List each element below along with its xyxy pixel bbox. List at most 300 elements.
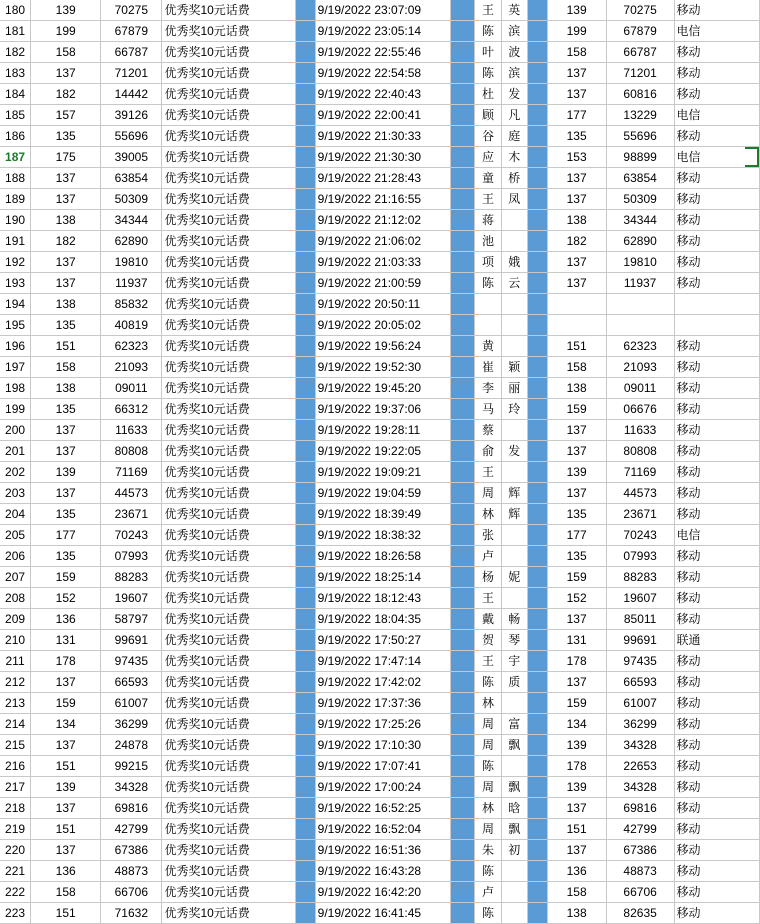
cell-givenname[interactable]: 辉: [501, 504, 527, 525]
cell-timestamp[interactable]: 9/19/2022 21:28:43: [315, 168, 451, 189]
cell-suffix2[interactable]: 42799: [606, 819, 674, 840]
cell-suffix[interactable]: 70275: [101, 0, 162, 21]
cell-timestamp[interactable]: 9/19/2022 17:10:30: [315, 735, 451, 756]
cell-suffix2[interactable]: 67879: [606, 21, 674, 42]
row-header[interactable]: 223: [0, 903, 31, 924]
row-header[interactable]: 195: [0, 315, 31, 336]
table-row[interactable]: [0, 777, 760, 798]
cell-suffix[interactable]: 99691: [101, 630, 162, 651]
cell-carrier[interactable]: 电信: [674, 21, 759, 42]
cell-suffix[interactable]: 11633: [101, 420, 162, 441]
cell-prefix2[interactable]: 135: [547, 546, 606, 567]
cell-prefix2[interactable]: 137: [547, 798, 606, 819]
row-header[interactable]: 197: [0, 357, 31, 378]
cell-prize[interactable]: 优秀奖10元话费: [162, 420, 296, 441]
cell-prize[interactable]: 优秀奖10元话费: [162, 441, 296, 462]
cell-prefix[interactable]: 158: [31, 42, 101, 63]
cell-surname[interactable]: 陈: [475, 756, 501, 777]
cell-givenname[interactable]: [501, 462, 527, 483]
row-header[interactable]: 208: [0, 588, 31, 609]
cell-surname[interactable]: 戴: [475, 609, 501, 630]
cell-surname[interactable]: 周: [475, 735, 501, 756]
table-row[interactable]: [0, 105, 760, 126]
cell-prefix[interactable]: 135: [31, 546, 101, 567]
cell-givenname[interactable]: 滨: [501, 21, 527, 42]
cell-suffix2[interactable]: [606, 294, 674, 315]
cell-prefix[interactable]: 159: [31, 693, 101, 714]
cell-prefix[interactable]: 182: [31, 84, 101, 105]
cell-timestamp[interactable]: 9/19/2022 18:39:49: [315, 504, 451, 525]
cell-carrier[interactable]: 移动: [674, 693, 759, 714]
table-row[interactable]: [0, 315, 760, 336]
cell-suffix2[interactable]: 36299: [606, 714, 674, 735]
cell-timestamp[interactable]: 9/19/2022 22:54:58: [315, 63, 451, 84]
table-row[interactable]: [0, 63, 760, 84]
cell-givenname[interactable]: [501, 756, 527, 777]
cell-carrier[interactable]: 移动: [674, 126, 759, 147]
table-row[interactable]: [0, 210, 760, 231]
cell-prefix[interactable]: 137: [31, 798, 101, 819]
cell-givenname[interactable]: 畅: [501, 609, 527, 630]
cell-surname[interactable]: 黄: [475, 336, 501, 357]
cell-prefix[interactable]: 159: [31, 567, 101, 588]
cell-prefix2[interactable]: 137: [547, 840, 606, 861]
cell-prefix2[interactable]: 151: [547, 819, 606, 840]
cell-carrier[interactable]: 移动: [674, 588, 759, 609]
cell-carrier[interactable]: 移动: [674, 819, 759, 840]
cell-suffix[interactable]: 88283: [101, 567, 162, 588]
cell-carrier[interactable]: 移动: [674, 42, 759, 63]
cell-carrier[interactable]: 移动: [674, 672, 759, 693]
cell-surname[interactable]: 陈: [475, 21, 501, 42]
cell-prefix2[interactable]: 158: [547, 42, 606, 63]
cell-prefix2[interactable]: 178: [547, 651, 606, 672]
cell-prefix[interactable]: 139: [31, 777, 101, 798]
cell-prefix2[interactable]: 159: [547, 693, 606, 714]
cell-prefix[interactable]: 137: [31, 168, 101, 189]
cell-timestamp[interactable]: 9/19/2022 18:04:35: [315, 609, 451, 630]
cell-suffix2[interactable]: 11937: [606, 273, 674, 294]
table-row[interactable]: [0, 588, 760, 609]
cell-surname[interactable]: 项: [475, 252, 501, 273]
cell-prize[interactable]: 优秀奖10元话费: [162, 357, 296, 378]
cell-prize[interactable]: 优秀奖10元话费: [162, 630, 296, 651]
row-header[interactable]: 201: [0, 441, 31, 462]
row-header[interactable]: 207: [0, 567, 31, 588]
cell-givenname[interactable]: 桥: [501, 168, 527, 189]
cell-prize[interactable]: 优秀奖10元话费: [162, 231, 296, 252]
cell-suffix[interactable]: 71169: [101, 462, 162, 483]
cell-suffix[interactable]: 67879: [101, 21, 162, 42]
cell-givenname[interactable]: 凤: [501, 189, 527, 210]
cell-prefix2[interactable]: 137: [547, 273, 606, 294]
cell-carrier[interactable]: 移动: [674, 840, 759, 861]
table-row[interactable]: [0, 441, 760, 462]
cell-prize[interactable]: 优秀奖10元话费: [162, 840, 296, 861]
cell-prize[interactable]: 优秀奖10元话费: [162, 525, 296, 546]
cell-prefix2[interactable]: 137: [547, 252, 606, 273]
cell-suffix[interactable]: 07993: [101, 546, 162, 567]
cell-givenname[interactable]: 木: [501, 147, 527, 168]
cell-prefix2[interactable]: 136: [547, 861, 606, 882]
cell-timestamp[interactable]: 9/19/2022 23:05:14: [315, 21, 451, 42]
cell-carrier[interactable]: 移动: [674, 714, 759, 735]
cell-carrier[interactable]: 移动: [674, 567, 759, 588]
row-header[interactable]: 213: [0, 693, 31, 714]
cell-timestamp[interactable]: 9/19/2022 19:37:06: [315, 399, 451, 420]
cell-suffix[interactable]: 69816: [101, 798, 162, 819]
cell-prize[interactable]: 优秀奖10元话费: [162, 252, 296, 273]
cell-prefix[interactable]: 138: [31, 294, 101, 315]
cell-prize[interactable]: 优秀奖10元话费: [162, 63, 296, 84]
cell-carrier[interactable]: 联通: [674, 630, 759, 651]
cell-carrier[interactable]: 移动: [674, 84, 759, 105]
cell-prize[interactable]: 优秀奖10元话费: [162, 336, 296, 357]
cell-prefix2[interactable]: 159: [547, 567, 606, 588]
cell-prefix[interactable]: 178: [31, 651, 101, 672]
cell-suffix2[interactable]: 97435: [606, 651, 674, 672]
cell-prefix2[interactable]: 137: [547, 168, 606, 189]
cell-givenname[interactable]: 飘: [501, 777, 527, 798]
cell-prize[interactable]: 优秀奖10元话费: [162, 189, 296, 210]
cell-prefix[interactable]: 139: [31, 462, 101, 483]
cell-givenname[interactable]: 发: [501, 441, 527, 462]
row-header[interactable]: 214: [0, 714, 31, 735]
table-row[interactable]: [0, 735, 760, 756]
cell-prize[interactable]: 优秀奖10元话费: [162, 210, 296, 231]
cell-carrier[interactable]: 移动: [674, 609, 759, 630]
cell-prefix2[interactable]: 137: [547, 189, 606, 210]
cell-timestamp[interactable]: 9/19/2022 21:12:02: [315, 210, 451, 231]
cell-carrier[interactable]: 电信: [674, 525, 759, 546]
row-header[interactable]: 205: [0, 525, 31, 546]
cell-suffix[interactable]: 71632: [101, 903, 162, 924]
cell-suffix[interactable]: 58797: [101, 609, 162, 630]
table-row[interactable]: [0, 294, 760, 315]
cell-carrier[interactable]: 移动: [674, 189, 759, 210]
table-row[interactable]: [0, 609, 760, 630]
cell-givenname[interactable]: [501, 210, 527, 231]
cell-carrier[interactable]: 移动: [674, 798, 759, 819]
cell-prefix2[interactable]: 139: [547, 777, 606, 798]
table-row[interactable]: [0, 462, 760, 483]
table-row[interactable]: [0, 399, 760, 420]
row-header[interactable]: 186: [0, 126, 31, 147]
row-header[interactable]: 216: [0, 756, 31, 777]
cell-givenname[interactable]: 滨: [501, 63, 527, 84]
cell-surname[interactable]: [475, 294, 501, 315]
cell-suffix2[interactable]: 19607: [606, 588, 674, 609]
cell-prefix[interactable]: 135: [31, 126, 101, 147]
cell-suffix[interactable]: 97435: [101, 651, 162, 672]
cell-suffix[interactable]: 34344: [101, 210, 162, 231]
table-row[interactable]: [0, 189, 760, 210]
cell-prize[interactable]: 优秀奖10元话费: [162, 273, 296, 294]
cell-timestamp[interactable]: 9/19/2022 21:03:33: [315, 252, 451, 273]
cell-timestamp[interactable]: 9/19/2022 18:25:14: [315, 567, 451, 588]
cell-prize[interactable]: 优秀奖10元话费: [162, 105, 296, 126]
cell-suffix2[interactable]: [606, 315, 674, 336]
table-row[interactable]: [0, 630, 760, 651]
cell-suffix[interactable]: 50309: [101, 189, 162, 210]
cell-prize[interactable]: 优秀奖10元话费: [162, 0, 296, 21]
cell-carrier[interactable]: 移动: [674, 441, 759, 462]
cell-suffix2[interactable]: 88283: [606, 567, 674, 588]
cell-suffix[interactable]: 66787: [101, 42, 162, 63]
cell-suffix2[interactable]: 22653: [606, 756, 674, 777]
cell-carrier[interactable]: [674, 294, 759, 315]
cell-surname[interactable]: 王: [475, 588, 501, 609]
cell-suffix[interactable]: 14442: [101, 84, 162, 105]
cell-givenname[interactable]: 初: [501, 840, 527, 861]
cell-surname[interactable]: 马: [475, 399, 501, 420]
cell-prize[interactable]: 优秀奖10元话费: [162, 546, 296, 567]
cell-prize[interactable]: 优秀奖10元话费: [162, 147, 296, 168]
cell-carrier[interactable]: 移动: [674, 420, 759, 441]
row-header[interactable]: 185: [0, 105, 31, 126]
cell-prefix2[interactable]: 135: [547, 126, 606, 147]
cell-prefix2[interactable]: 137: [547, 441, 606, 462]
cell-surname[interactable]: 周: [475, 483, 501, 504]
cell-suffix[interactable]: 62323: [101, 336, 162, 357]
cell-surname[interactable]: 池: [475, 231, 501, 252]
row-header[interactable]: 189: [0, 189, 31, 210]
cell-suffix[interactable]: 85832: [101, 294, 162, 315]
cell-suffix2[interactable]: 23671: [606, 504, 674, 525]
cell-suffix2[interactable]: 66706: [606, 882, 674, 903]
cell-prefix2[interactable]: 138: [547, 903, 606, 924]
cell-suffix2[interactable]: 99691: [606, 630, 674, 651]
cell-suffix[interactable]: 62890: [101, 231, 162, 252]
row-header[interactable]: 187: [0, 147, 31, 168]
cell-prize[interactable]: 优秀奖10元话费: [162, 798, 296, 819]
cell-givenname[interactable]: [501, 882, 527, 903]
cell-givenname[interactable]: 富: [501, 714, 527, 735]
cell-suffix[interactable]: 66706: [101, 882, 162, 903]
cell-prefix[interactable]: 151: [31, 756, 101, 777]
cell-carrier[interactable]: 移动: [674, 273, 759, 294]
cell-suffix[interactable]: 61007: [101, 693, 162, 714]
cell-suffix[interactable]: 48873: [101, 861, 162, 882]
row-header[interactable]: 217: [0, 777, 31, 798]
cell-carrier[interactable]: 移动: [674, 0, 759, 21]
cell-timestamp[interactable]: 9/19/2022 19:28:11: [315, 420, 451, 441]
table-row[interactable]: [0, 21, 760, 42]
cell-givenname[interactable]: 丽: [501, 378, 527, 399]
cell-timestamp[interactable]: 9/19/2022 17:25:26: [315, 714, 451, 735]
cell-prefix[interactable]: 157: [31, 105, 101, 126]
cell-givenname[interactable]: 宇: [501, 651, 527, 672]
table-row[interactable]: [0, 378, 760, 399]
table-row[interactable]: [0, 525, 760, 546]
cell-givenname[interactable]: 琴: [501, 630, 527, 651]
cell-prize[interactable]: 优秀奖10元话费: [162, 693, 296, 714]
cell-prefix[interactable]: 152: [31, 588, 101, 609]
cell-timestamp[interactable]: 9/19/2022 19:04:59: [315, 483, 451, 504]
cell-prefix[interactable]: 182: [31, 231, 101, 252]
cell-suffix[interactable]: 34328: [101, 777, 162, 798]
cell-prefix2[interactable]: 158: [547, 882, 606, 903]
cell-givenname[interactable]: [501, 588, 527, 609]
cell-suffix[interactable]: 09011: [101, 378, 162, 399]
cell-givenname[interactable]: 发: [501, 84, 527, 105]
row-header[interactable]: 218: [0, 798, 31, 819]
row-header[interactable]: 188: [0, 168, 31, 189]
cell-suffix[interactable]: 66312: [101, 399, 162, 420]
cell-surname[interactable]: 陈: [475, 273, 501, 294]
cell-prefix2[interactable]: 151: [547, 336, 606, 357]
table-row[interactable]: [0, 483, 760, 504]
cell-surname[interactable]: 谷: [475, 126, 501, 147]
cell-givenname[interactable]: 质: [501, 672, 527, 693]
cell-carrier[interactable]: 移动: [674, 252, 759, 273]
table-row[interactable]: [0, 693, 760, 714]
cell-prefix[interactable]: 134: [31, 714, 101, 735]
cell-suffix[interactable]: 42799: [101, 819, 162, 840]
cell-surname[interactable]: 卢: [475, 546, 501, 567]
table-row[interactable]: [0, 882, 760, 903]
cell-prefix2[interactable]: 182: [547, 231, 606, 252]
cell-prefix[interactable]: 137: [31, 273, 101, 294]
cell-timestamp[interactable]: 9/19/2022 17:50:27: [315, 630, 451, 651]
cell-carrier[interactable]: 移动: [674, 462, 759, 483]
cell-suffix2[interactable]: 34344: [606, 210, 674, 231]
cell-surname[interactable]: 王: [475, 462, 501, 483]
cell-suffix2[interactable]: 69816: [606, 798, 674, 819]
cell-suffix2[interactable]: 34328: [606, 777, 674, 798]
cell-prefix[interactable]: 139: [31, 0, 101, 21]
row-header[interactable]: 221: [0, 861, 31, 882]
cell-timestamp[interactable]: 9/19/2022 21:30:30: [315, 147, 451, 168]
cell-carrier[interactable]: 移动: [674, 546, 759, 567]
row-header[interactable]: 200: [0, 420, 31, 441]
cell-suffix2[interactable]: 63854: [606, 168, 674, 189]
cell-carrier[interactable]: 移动: [674, 903, 759, 924]
cell-prefix2[interactable]: 137: [547, 63, 606, 84]
cell-timestamp[interactable]: 9/19/2022 19:52:30: [315, 357, 451, 378]
cell-suffix[interactable]: 11937: [101, 273, 162, 294]
cell-prefix[interactable]: 137: [31, 441, 101, 462]
row-header[interactable]: 211: [0, 651, 31, 672]
cell-timestamp[interactable]: 9/19/2022 16:51:36: [315, 840, 451, 861]
cell-prefix2[interactable]: 178: [547, 756, 606, 777]
cell-suffix2[interactable]: 98899: [606, 147, 674, 168]
cell-prefix[interactable]: 175: [31, 147, 101, 168]
cell-prefix[interactable]: 151: [31, 819, 101, 840]
row-header[interactable]: 212: [0, 672, 31, 693]
cell-suffix2[interactable]: 60816: [606, 84, 674, 105]
cell-givenname[interactable]: 晗: [501, 798, 527, 819]
table-row[interactable]: [0, 420, 760, 441]
cell-suffix2[interactable]: 19810: [606, 252, 674, 273]
table-row[interactable]: [0, 861, 760, 882]
cell-prize[interactable]: 优秀奖10元话费: [162, 609, 296, 630]
cell-prefix2[interactable]: 137: [547, 672, 606, 693]
cell-timestamp[interactable]: 9/19/2022 16:52:04: [315, 819, 451, 840]
cell-prefix[interactable]: 137: [31, 420, 101, 441]
cell-surname[interactable]: 陈: [475, 63, 501, 84]
row-header[interactable]: 199: [0, 399, 31, 420]
cell-prefix[interactable]: 137: [31, 252, 101, 273]
cell-suffix[interactable]: 39005: [101, 147, 162, 168]
row-header[interactable]: 215: [0, 735, 31, 756]
cell-prize[interactable]: 优秀奖10元话费: [162, 567, 296, 588]
cell-givenname[interactable]: [501, 903, 527, 924]
cell-carrier[interactable]: 移动: [674, 861, 759, 882]
row-header[interactable]: 203: [0, 483, 31, 504]
cell-suffix2[interactable]: 66787: [606, 42, 674, 63]
cell-suffix[interactable]: 21093: [101, 357, 162, 378]
cell-prefix[interactable]: 137: [31, 735, 101, 756]
table-row[interactable]: [0, 651, 760, 672]
cell-carrier[interactable]: 电信: [674, 105, 759, 126]
row-header[interactable]: 192: [0, 252, 31, 273]
cell-suffix2[interactable]: 55696: [606, 126, 674, 147]
cell-givenname[interactable]: 飘: [501, 819, 527, 840]
cell-suffix[interactable]: 39126: [101, 105, 162, 126]
cell-givenname[interactable]: 妮: [501, 567, 527, 588]
cell-givenname[interactable]: 玲: [501, 399, 527, 420]
cell-prize[interactable]: 优秀奖10元话费: [162, 756, 296, 777]
cell-prefix2[interactable]: 137: [547, 84, 606, 105]
cell-prize[interactable]: 优秀奖10元话费: [162, 588, 296, 609]
cell-givenname[interactable]: 凡: [501, 105, 527, 126]
cell-prefix2[interactable]: 158: [547, 357, 606, 378]
cell-carrier[interactable]: 移动: [674, 777, 759, 798]
cell-carrier[interactable]: 电信: [674, 147, 759, 168]
cell-prefix[interactable]: 137: [31, 189, 101, 210]
cell-carrier[interactable]: 移动: [674, 483, 759, 504]
cell-carrier[interactable]: 移动: [674, 336, 759, 357]
cell-surname[interactable]: 俞: [475, 441, 501, 462]
cell-prize[interactable]: 优秀奖10元话费: [162, 903, 296, 924]
cell-givenname[interactable]: [501, 231, 527, 252]
cell-suffix2[interactable]: 44573: [606, 483, 674, 504]
cell-carrier[interactable]: 移动: [674, 651, 759, 672]
cell-surname[interactable]: 王: [475, 651, 501, 672]
cell-suffix2[interactable]: 11633: [606, 420, 674, 441]
cell-prize[interactable]: 优秀奖10元话费: [162, 777, 296, 798]
cell-prefix[interactable]: 151: [31, 903, 101, 924]
cell-givenname[interactable]: [501, 336, 527, 357]
cell-carrier[interactable]: 移动: [674, 231, 759, 252]
cell-prize[interactable]: 优秀奖10元话费: [162, 294, 296, 315]
cell-surname[interactable]: 林: [475, 798, 501, 819]
cell-prize[interactable]: 优秀奖10元话费: [162, 651, 296, 672]
table-row[interactable]: [0, 231, 760, 252]
table-row[interactable]: [0, 798, 760, 819]
cell-givenname[interactable]: 娥: [501, 252, 527, 273]
row-header[interactable]: 182: [0, 42, 31, 63]
cell-givenname[interactable]: [501, 315, 527, 336]
cell-prize[interactable]: 优秀奖10元话费: [162, 882, 296, 903]
table-row[interactable]: [0, 546, 760, 567]
table-row[interactable]: [0, 714, 760, 735]
cell-prefix2[interactable]: 153: [547, 147, 606, 168]
cell-suffix2[interactable]: 50309: [606, 189, 674, 210]
cell-suffix2[interactable]: 66593: [606, 672, 674, 693]
cell-suffix2[interactable]: 13229: [606, 105, 674, 126]
cell-prefix[interactable]: 158: [31, 882, 101, 903]
cell-prefix2[interactable]: 131: [547, 630, 606, 651]
cell-surname[interactable]: 顾: [475, 105, 501, 126]
cell-suffix[interactable]: 67386: [101, 840, 162, 861]
cell-timestamp[interactable]: 9/19/2022 22:40:43: [315, 84, 451, 105]
cell-carrier[interactable]: [674, 315, 759, 336]
cell-timestamp[interactable]: 9/19/2022 18:38:32: [315, 525, 451, 546]
cell-surname[interactable]: 林: [475, 693, 501, 714]
cell-prefix[interactable]: 136: [31, 861, 101, 882]
